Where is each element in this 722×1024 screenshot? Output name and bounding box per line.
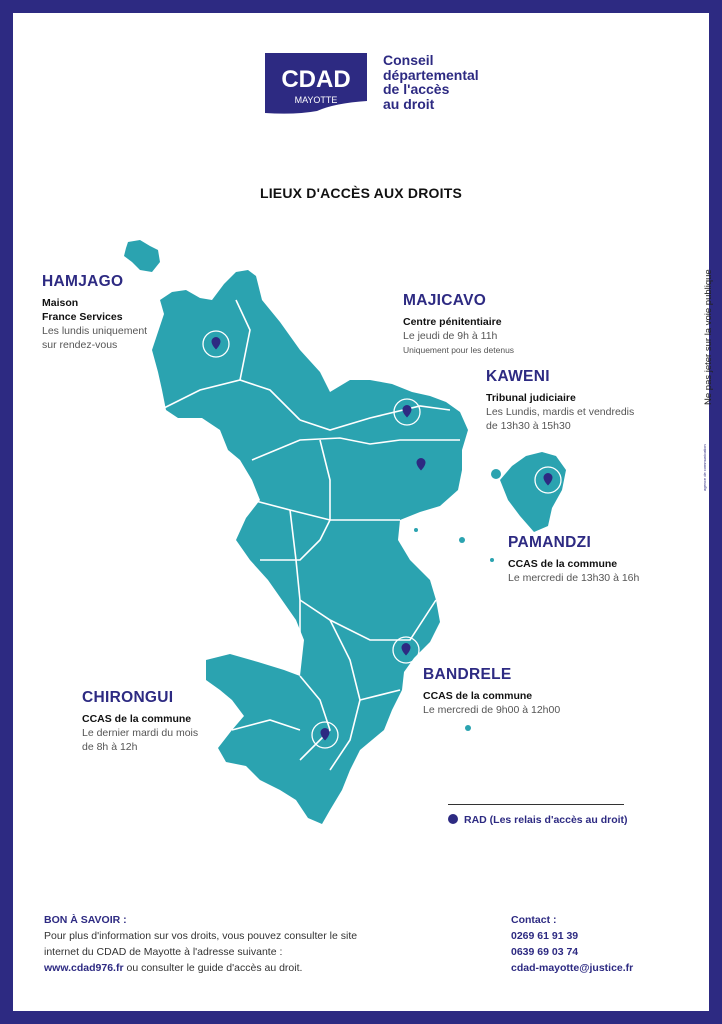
islet <box>491 469 501 479</box>
legend-divider <box>448 804 624 805</box>
location-pamandzi <box>508 533 639 585</box>
logo-name-line: Conseil <box>383 52 434 68</box>
logo-acronym: CDAD <box>281 66 351 93</box>
islet <box>414 528 418 532</box>
location-venue: CCAS de la commune <box>508 558 618 570</box>
location-name: BANDRELE <box>423 666 512 683</box>
info-line: internet du CDAD de Mayotte à l'adresse suivante : <box>44 946 283 958</box>
location-chirongui <box>82 688 198 754</box>
petite-terre <box>500 452 566 532</box>
location-schedule: Les lundis uniquement <box>42 325 148 337</box>
page <box>13 13 714 1011</box>
location-schedule: de 8h à 12h <box>82 741 138 753</box>
logo-name-line: de l'accès <box>383 81 450 97</box>
location-name: MAJICAVO <box>403 292 487 309</box>
islet <box>465 725 471 731</box>
contact-phone[interactable]: 0269 61 91 39 <box>511 930 579 942</box>
location-venue: France Services <box>42 311 123 323</box>
location-schedule: Les Lundis, mardis et vendredis <box>486 406 635 418</box>
location-venue: Centre pénitentiaire <box>403 316 502 328</box>
legend-label: RAD (Les relais d'accès au droit) <box>464 814 628 826</box>
location-name: PAMANDZI <box>508 534 592 551</box>
location-venue: Tribunal judiciaire <box>486 392 576 404</box>
location-venue: CCAS de la commune <box>82 713 192 725</box>
info-line-rest: ou consulter le guide d'accès au droit. <box>123 962 303 974</box>
location-schedule: de 13h30 à 15h30 <box>486 420 571 432</box>
location-note: Uniquement pour les detenus <box>403 345 515 355</box>
location-name: KAWENI <box>486 368 550 385</box>
info-block <box>44 912 357 976</box>
logo-name-line: au droit <box>383 95 435 112</box>
location-hamjago <box>42 272 147 352</box>
legend-dot-icon <box>448 814 458 824</box>
location-schedule: Le mercredi de 9h00 à 12h00 <box>423 704 561 716</box>
location-venue: Maison <box>42 297 79 309</box>
contact-heading: Contact : <box>511 914 557 926</box>
location-name: HAMJAGO <box>42 273 124 290</box>
contact-email[interactable]: cdad-mayotte@justice.fr <box>511 962 634 974</box>
location-schedule: Le mercredi de 13h30 à 16h <box>508 572 640 584</box>
logo-name-line: départemental <box>383 66 479 83</box>
location-kaweni <box>486 367 634 433</box>
islet <box>177 295 183 301</box>
mayotte-map <box>13 13 714 1011</box>
location-schedule: sur rendez-vous <box>42 339 118 351</box>
location-schedule: Le jeudi de 9h à 11h <box>403 330 498 342</box>
location-schedule: Le dernier mardi du mois <box>82 727 199 739</box>
contact-phone[interactable]: 0639 69 03 74 <box>511 946 579 958</box>
location-bandrele <box>423 665 560 717</box>
info-line <box>44 960 357 976</box>
northern-islet <box>124 240 160 272</box>
location-majicavo <box>403 291 514 357</box>
page-title: LIEUX D'ACCÈS AUX DROITS <box>259 185 463 201</box>
islet <box>490 558 494 562</box>
location-venue: CCAS de la commune <box>423 690 533 702</box>
agency-note: agence de communication <box>702 444 707 491</box>
contact-block <box>511 912 633 976</box>
islet <box>459 537 465 543</box>
map-legend <box>448 814 628 826</box>
info-line: Pour plus d'information sur vos droits, vous pouvez consulter le site <box>44 930 358 942</box>
logo-region: MAYOTTE <box>294 95 338 105</box>
info-heading: BON À SAVOIR : <box>44 914 127 926</box>
side-note: Ne pas jeter sur la voie publique <box>703 269 714 405</box>
location-name: CHIRONGUI <box>82 689 174 706</box>
website-link[interactable]: www.cdad976.fr <box>44 962 124 974</box>
